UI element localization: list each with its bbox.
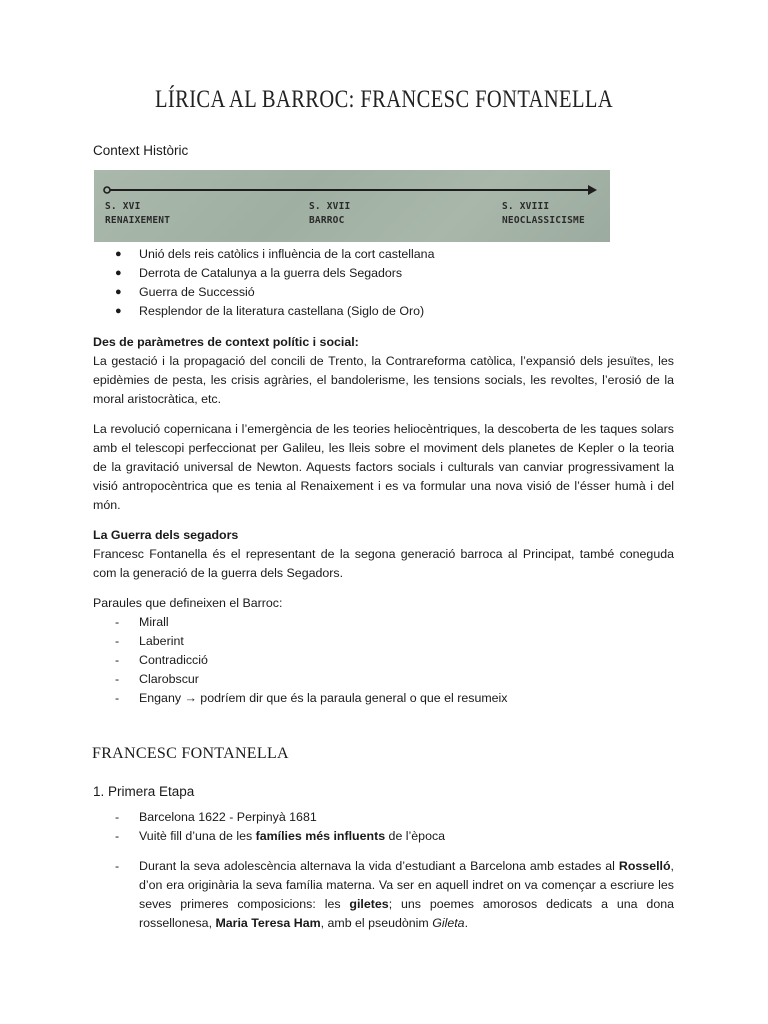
bullet-marker: ● [115, 248, 122, 260]
list-item: - Durant la seva adolescència alternava la vida d’estudiant a Barcelona amb estades al Rosselló, d’on era originària la seva família materna. Va ser en aquell indret on va començar a escriure les seves primeres composicions: les giletes; uns poemes amorosos dedicats a una dona rossellonesa, Maria Teresa Ham, amb el pseudònim Gileta. [115, 859, 675, 930]
etapa-list [93, 808, 445, 846]
politic-paragraph: La gestació i la propagació del concili de Trento, la Contrareforma catòlica, l’expansió dels jesuïtes, les epidèmies de pesta, les crisis agràries, el bandolerisme, les tensions socials, les revoltes, l’erosió de la moral aristocràtica, etc. [93, 354, 674, 406]
timeline-image [94, 170, 610, 242]
list-item: - Mirall [115, 615, 169, 629]
science-paragraph: La revolució copernicana i l’emergència de les teories heliocèntriques, la descoberta de les taques solars amb el telescopi perfeccionat per Galileu, les lleis sobre el moviment dels planetes de Kepler o la teoria de la gravitació universal de Newton. Aquests factors socials i culturals van canviar progressivament la visió antropocèntrica que es tenia al Renaixement i es va formular una nova visió de l’ésser humà i del món. [93, 422, 674, 512]
bullet-marker: ● [115, 305, 122, 317]
etapa-heading: 1. Primera Etapa [93, 784, 195, 799]
timeline-century: S. XVII [309, 201, 351, 212]
list-item: - Vuitè fill d’una de les famílies més influents de l’època [115, 829, 446, 843]
paraules-intro: Paraules que defineixen el Barroc: [93, 596, 283, 610]
segadors-heading: La Guerra dels segadors [93, 528, 239, 542]
document-title: LÍRICA AL BARROC: FRANCESC FONTANELLA [154, 86, 614, 113]
list-item: - Clarobscur [115, 672, 199, 686]
list-item: - Contradicció [115, 653, 208, 667]
timeline-period: NEOCLASSICISME [502, 215, 585, 226]
paraules-list [93, 613, 508, 708]
list-item: ● Guerra de Successió [93, 283, 434, 302]
timeline-label-xvi [105, 200, 170, 228]
etapa-list-2 [93, 857, 674, 933]
timeline-period: BARROC [309, 215, 345, 226]
timeline-century: S. XVIII [502, 201, 550, 212]
segadors-paragraph: Francesc Fontanella és el representant de la segona generació barroca al Principat, també coneguda com la generació de la guerra dels Segadors. [93, 547, 674, 580]
list-item: - Engany → podríem dir que és la paraula general o que el resumeix [115, 691, 508, 705]
list-item: ● Unió dels reis catòlics i influència de la cort castellana [93, 245, 434, 264]
list-item: ● Resplendor de la literatura castellana (Siglo de Oro) [93, 302, 434, 321]
politic-heading: Des de paràmetres de context polític i social: [93, 335, 359, 349]
context-bullet-list [93, 245, 434, 321]
bullet-marker: ● [115, 267, 122, 279]
list-item: ● Derrota de Catalunya a la guerra dels Segadors [93, 264, 434, 283]
context-heading: Context Històric [93, 143, 189, 158]
timeline-label-xviii [502, 200, 585, 228]
list-item: - Barcelona 1622 - Perpinyà 1681 [115, 810, 317, 824]
list-item: - Laberint [115, 634, 184, 648]
timeline-period: RENAIXEMENT [105, 215, 171, 226]
timeline-label-xvii [309, 200, 350, 228]
bullet-marker: ● [115, 286, 122, 298]
section-title: FRANCESC FONTANELLA [92, 745, 289, 762]
timeline-century: S. XVI [105, 201, 141, 212]
